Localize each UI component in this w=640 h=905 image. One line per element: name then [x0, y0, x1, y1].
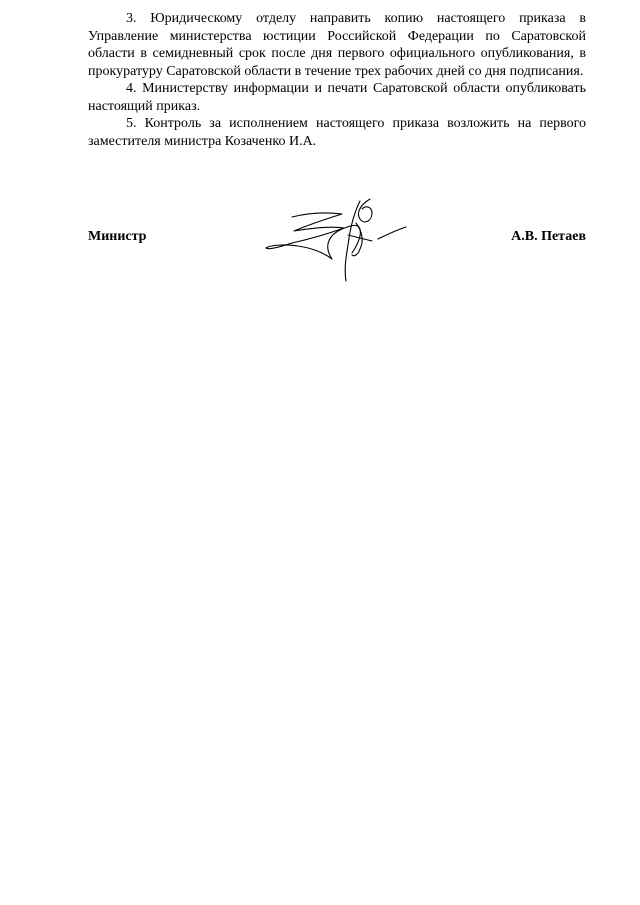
- paragraph-item-3: 3. Юридическому отделу направить копию настоящего приказа в Управление министерства юстиции Российской Федерации по Саратовской области в семидневный срок после дня первого официального опубликования, в прокуратуру Саратовской области в течение трех рабочих дней со дня подписания.: [88, 11, 586, 79]
- handwritten-signature: [260, 195, 410, 283]
- paragraph-item-5: 5. Контроль за исполнением настоящего приказа возложить на первого заместителя министра Козаченко И.А.: [88, 116, 586, 149]
- order-text: [88, 10, 586, 150]
- paragraph-item-4: 4. Министерству информации и печати Саратовской области опубликовать настоящий приказ.: [88, 81, 586, 114]
- signatory-title: Министр: [88, 229, 147, 244]
- signature-block: [88, 195, 586, 285]
- signatory-name: А.В. Петаев: [511, 229, 586, 244]
